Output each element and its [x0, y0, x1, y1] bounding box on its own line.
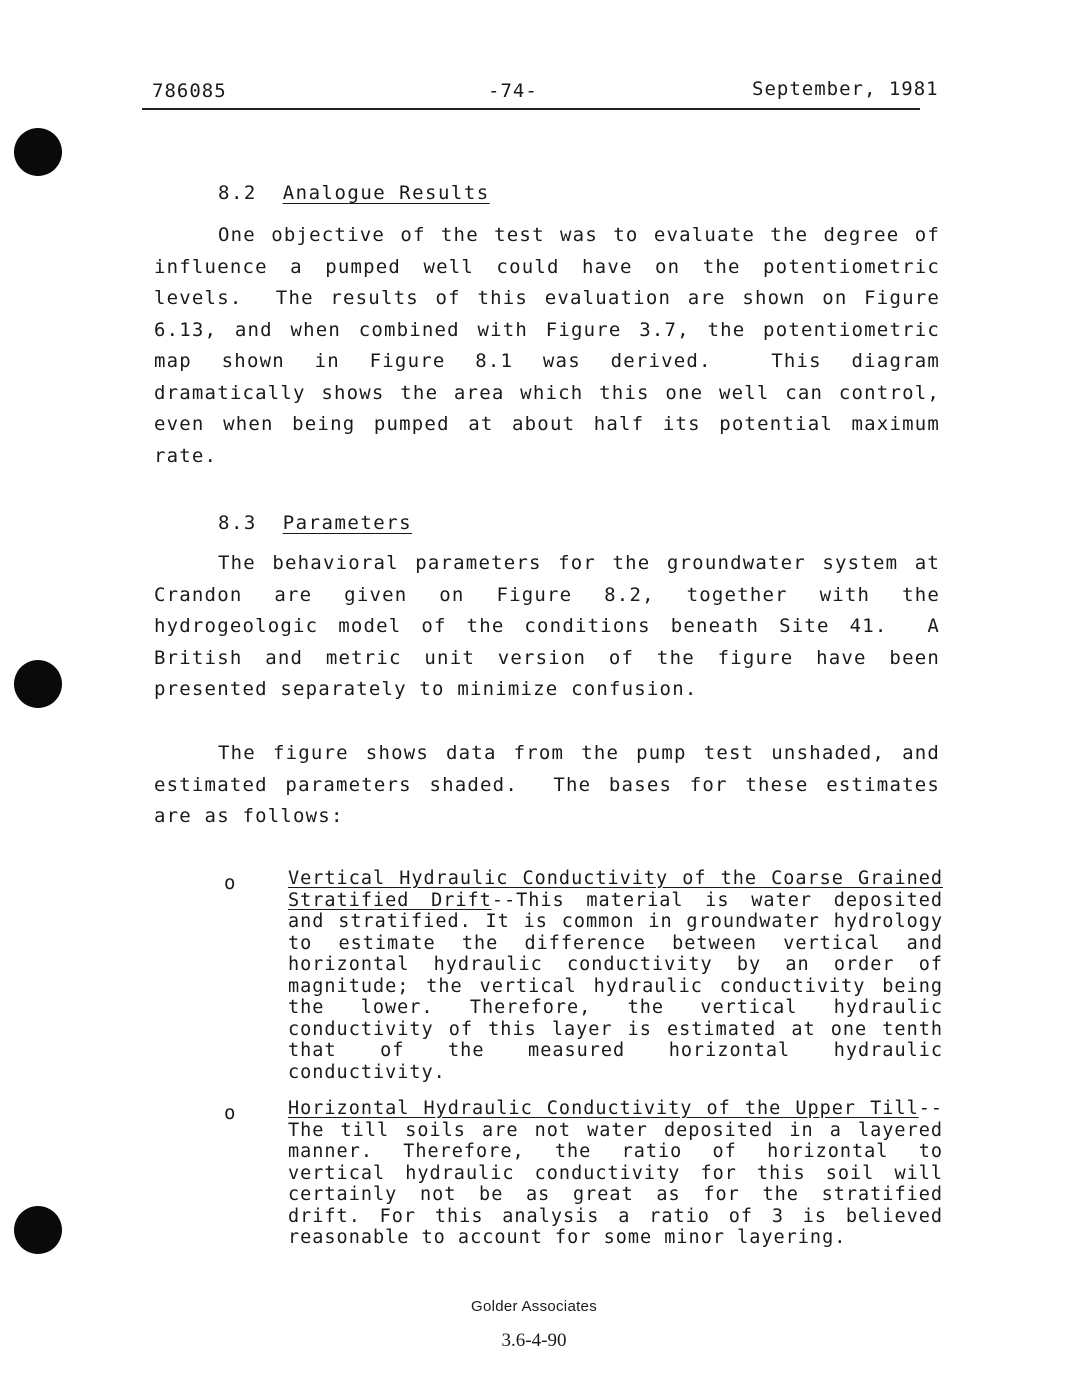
- bullet-horizontal-conductivity: [288, 1098, 943, 1249]
- paragraph-text: The figure shows data from the pump test unshaded, and estimated parameters shaded. The bases for these estimates are as follows:: [154, 742, 953, 827]
- doc-number: 786085: [152, 80, 227, 102]
- paragraph-estimates: [154, 738, 953, 833]
- bullet-marker: o: [224, 872, 236, 894]
- section-title: Parameters: [282, 512, 413, 534]
- header-date: September, 1981: [752, 78, 939, 100]
- section-title: Analogue Results: [282, 182, 490, 204]
- section-heading-8-2: [218, 182, 490, 204]
- bullet-title: Vertical Hydraulic Conductivity of the Coarse Grained Stratified Drift: [288, 868, 943, 911]
- bullet-text: --The till soils are not water deposited in a layered manner. Therefore, the ratio of horizontal to vertical hydraulic conductivity for this soil will certainly not be as great as for the stratified drift. For this analysis a ratio of 3 is believed reasonable to account for some minor layering.: [288, 1098, 943, 1248]
- paragraph-analogue-results: [154, 220, 953, 472]
- bullet-text: --This material is water deposited and stratified. It is common in groundwater hydrology to estimate the difference between vertical and horizontal hydraulic conductivity by an order of magnitude; the vertical hydraulic conductivity being the lower. Therefore, the vertical hydraulic conductivity of this layer is estimated at one tenth that of the measured horizontal hydraulic conductivity.: [288, 889, 943, 1083]
- paragraph-text: The behavioral parameters for the groundwater system at Crandon are given on Figure 8.2, together with the hydrogeologic model of the conditions beneath Site 41. A British and metric unit version of the figure have been presented separately to minimize confusion.: [154, 552, 953, 700]
- footer-ref: 3.6-4-90: [501, 1330, 567, 1351]
- bullet-marker: o: [224, 1102, 236, 1124]
- section-heading-8-3: [218, 512, 412, 534]
- footer-company: Golder Associates: [471, 1298, 597, 1315]
- paragraph-text: One objective of the test was to evaluate the degree of influence a pumped well could have on the potentiometric levels. The results of this evaluation are shown on Figure 6.13, and when combined with Figure 3.7, the potentiometric map shown in Figure 8.1 was derived. This diagram dramatically shows the area which this one well can control, even when being pumped at about half its potential maximum rate.: [154, 224, 953, 467]
- section-number: 8.3: [218, 512, 257, 534]
- punch-hole-bottom: [14, 1206, 62, 1254]
- paragraph-parameters: [154, 548, 953, 706]
- punch-hole-top: [14, 128, 62, 176]
- punch-hole-middle: [14, 660, 62, 708]
- page-number: -74-: [488, 80, 538, 102]
- header-rule: [142, 108, 920, 110]
- bullet-title: Horizontal Hydraulic Conductivity of the Upper Till: [288, 1098, 919, 1119]
- bullet-vertical-conductivity: [288, 868, 943, 1083]
- section-number: 8.2: [218, 182, 257, 204]
